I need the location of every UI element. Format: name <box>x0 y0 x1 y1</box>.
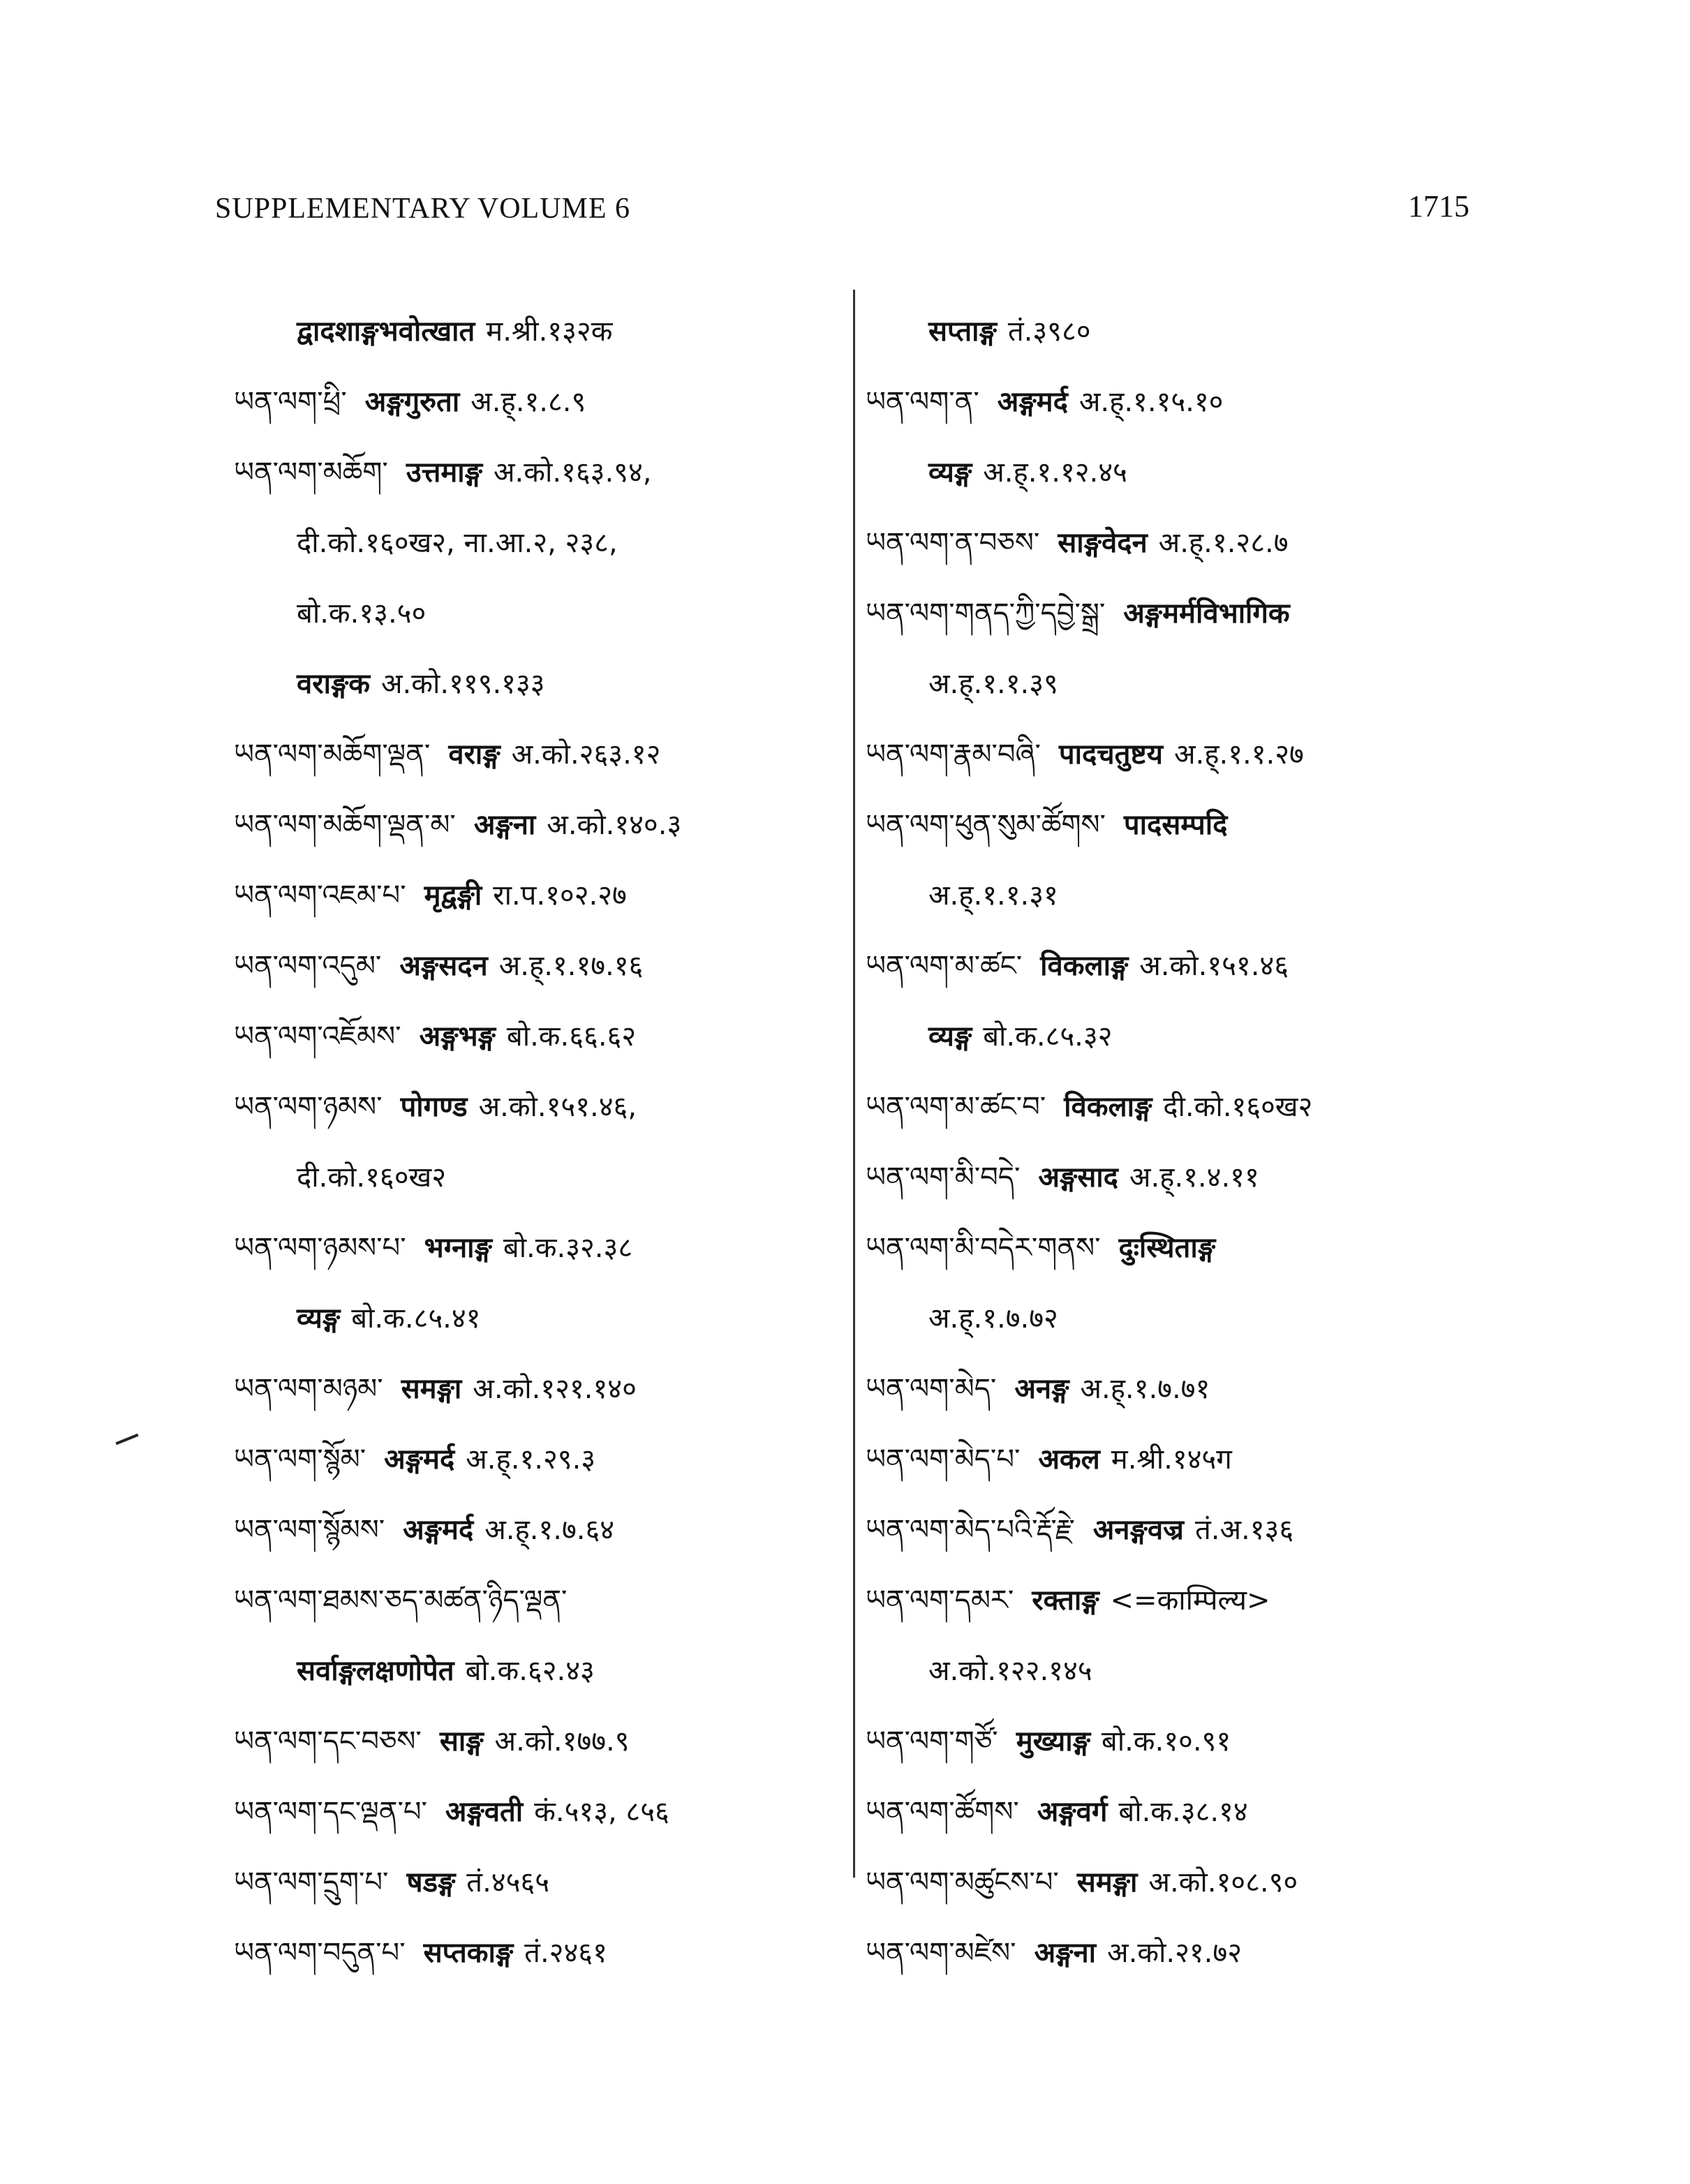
dictionary-line <box>866 438 1466 508</box>
source-reference: अ.ह्.१.१५.१० <box>1079 386 1224 418</box>
tibetan-term: ཡན་ལག་རྣམ་བཞི་ <box>866 738 1041 771</box>
sanskrit-term: अङ्गमर्द <box>403 1514 474 1546</box>
source-reference: बो.क.३२.३८ <box>503 1232 633 1264</box>
sanskrit-term: अङ्गवर्ग <box>1037 1796 1108 1828</box>
dictionary-line <box>234 1143 841 1213</box>
source-reference: म.श्री.१३२क <box>486 315 613 348</box>
dictionary-line <box>234 1002 841 1072</box>
dictionary-line <box>234 1072 841 1143</box>
sanskrit-term: पादसम्पदि <box>1123 809 1228 841</box>
tibetan-term: ཡན་ལག་མེད་པའི་རྡོ་རྗེ་ <box>866 1514 1075 1546</box>
tibetan-term: ཡན་ལག་དམར་ <box>866 1584 1014 1617</box>
dictionary-line <box>866 790 1466 861</box>
source-reference: तं.३९८० <box>1007 315 1091 348</box>
dictionary-line <box>234 438 841 508</box>
sanskrit-term: समङ्गा <box>401 1373 462 1405</box>
dictionary-line <box>234 508 841 579</box>
sanskrit-term: मुख्याङ्ग <box>1016 1725 1090 1758</box>
source-reference: बो.क.६२.४३ <box>465 1655 595 1687</box>
dictionary-line <box>234 1566 841 1636</box>
sanskrit-term: अनङ्गवज्र <box>1092 1514 1184 1546</box>
dictionary-line <box>234 297 841 367</box>
sanskrit-term: अङ्गवती <box>445 1796 524 1828</box>
source-reference: अ.को.२१.७२ <box>1107 1937 1243 1969</box>
running-header: SUPPLEMENTARY VOLUME 6 <box>215 193 631 225</box>
dictionary-line <box>866 508 1466 579</box>
tibetan-term: ཡན་ལག་མི་བདེར་གནས་ <box>866 1232 1101 1264</box>
source-reference: बो.क.१०.९१ <box>1101 1725 1231 1758</box>
source-reference: अ.ह्.१.८.९ <box>470 386 586 418</box>
tibetan-term: ཡན་ལག་ན་བཅས་ <box>866 527 1040 559</box>
dictionary-line <box>234 1707 841 1777</box>
sanskrit-term: अङ्गमर्द <box>997 386 1068 418</box>
sanskrit-term: पादचतुष्टय <box>1058 738 1163 771</box>
sanskrit-term: मृद्वङ्गी <box>424 879 482 912</box>
dictionary-line <box>866 579 1466 649</box>
dictionary-line <box>234 649 841 720</box>
column-divider <box>853 290 855 1878</box>
tibetan-term: ཡན་ལག་མ་ཚང་བ་ <box>866 1091 1046 1123</box>
dictionary-line <box>866 1284 1466 1354</box>
source-reference: तं.अ.१३६ <box>1194 1514 1294 1546</box>
dictionary-line <box>866 1143 1466 1213</box>
dictionary-line <box>866 1002 1466 1072</box>
source-reference: अ.को.१२२.१४५ <box>928 1655 1092 1687</box>
sanskrit-term: अङ्गसाद <box>1038 1161 1118 1194</box>
source-reference: अ.को.११९.१३३ <box>381 668 545 700</box>
sanskrit-term: विकलाङ्ग <box>1040 950 1129 982</box>
source-reference: बो.क.१३.५० <box>297 597 427 630</box>
tibetan-term: ཡན་ལག་བདུན་པ་ <box>234 1937 406 1969</box>
sanskrit-term: पोगण्ड <box>400 1091 468 1123</box>
dictionary-line <box>234 579 841 649</box>
dictionary-line <box>866 1213 1466 1284</box>
source-reference: अ.ह्.१.७.६४ <box>484 1514 615 1546</box>
sanskrit-term: दुःस्थिताङ्ग <box>1118 1232 1216 1264</box>
source-reference: अ.को.१२१.१४० <box>473 1373 637 1405</box>
tibetan-term: ཡན་ལག་མཚུངས་པ་ <box>866 1866 1059 1899</box>
source-reference: अ.ह्.१.१.३१ <box>928 879 1058 912</box>
sanskrit-term: अकल <box>1038 1443 1100 1476</box>
dictionary-line <box>866 1918 1466 1989</box>
dictionary-line <box>866 1636 1466 1707</box>
tibetan-term: ཡན་ལག་དང་ལྡན་པ་ <box>234 1796 427 1828</box>
sanskrit-term: रक्ताङ्ग <box>1032 1584 1099 1617</box>
tibetan-term: ཡན་ལག་འདུམ་ <box>234 950 382 982</box>
tibetan-term: ཡན་ལག་མི་བདེ་ <box>866 1161 1021 1194</box>
dictionary-line <box>866 861 1466 931</box>
dictionary-line <box>234 1848 841 1918</box>
dictionary-line <box>234 720 841 790</box>
dictionary-line <box>234 367 841 438</box>
dictionary-line <box>866 367 1466 438</box>
source-reference: <=काम्पिल्य> <box>1110 1584 1270 1617</box>
source-reference: अ.ह्.१.१२.४५ <box>983 456 1127 489</box>
dictionary-line <box>234 1354 841 1425</box>
dictionary-line <box>234 1918 841 1989</box>
dictionary-line <box>234 1777 841 1848</box>
sanskrit-term: अङ्गसदन <box>399 950 488 982</box>
dictionary-line <box>866 1777 1466 1848</box>
dictionary-line <box>866 297 1466 367</box>
tibetan-term: ཡན་ལག་འཇོམས་ <box>234 1020 401 1053</box>
source-reference: अ.ह्.१.१.३९ <box>928 668 1058 700</box>
sanskrit-term: अङ्गगुरुता <box>364 386 460 418</box>
source-reference: अ.ह्.१.१७.१६ <box>498 950 644 982</box>
tibetan-term: ཡན་ལག་མཆོག་ <box>234 456 388 489</box>
tibetan-term: ཡན་ལག་མ་ཚང་ <box>866 950 1023 982</box>
sanskrit-term: वराङ्गक <box>297 668 370 700</box>
source-reference: बो.क.३८.१४ <box>1118 1796 1248 1828</box>
source-reference: अ.को.१७७.९ <box>494 1725 630 1758</box>
margin-mark <box>115 1434 138 1445</box>
dictionary-line <box>866 1848 1466 1918</box>
tibetan-term: ཡན་ལག་གནད་ཀྱི་དབྱེ་སྒྲ་ <box>866 597 1106 630</box>
tibetan-term: ཡན་ལག་ན་ <box>866 386 979 418</box>
sanskrit-term: अङ्गमर्मविभागिक <box>1123 597 1290 630</box>
dictionary-line <box>866 720 1466 790</box>
source-reference: अ.ह्.१.२९.३ <box>466 1443 596 1476</box>
dictionary-line <box>234 1425 841 1495</box>
dictionary-line <box>866 1354 1466 1425</box>
dictionary-line <box>234 1495 841 1566</box>
dictionary-line <box>866 649 1466 720</box>
source-reference: तं.२४६१ <box>524 1937 607 1969</box>
tibetan-term: ཡན་ལག་མཆོག་ལྡན་མ་ <box>234 809 456 841</box>
sanskrit-term: सप्तकाङ्ग <box>423 1937 514 1969</box>
dictionary-line <box>234 931 841 1002</box>
tibetan-term: ཡན་ལག་ཚོགས་ <box>866 1796 1019 1828</box>
source-reference: बो.क.६६.६२ <box>506 1020 637 1053</box>
sanskrit-term: अङ्गना <box>473 809 536 841</box>
tibetan-term: ཡན་ལག་སྙོམས་ <box>234 1514 385 1546</box>
tibetan-term: ཡན་ལག་ཐམས་ཅད་མཚན་ཉིད་ལྡན་ <box>234 1584 568 1617</box>
dictionary-line <box>866 1495 1466 1566</box>
tibetan-term: ཡན་ལག་མེད་ <box>866 1373 997 1405</box>
dictionary-line <box>866 1425 1466 1495</box>
dictionary-line <box>866 1072 1466 1143</box>
tibetan-term: ཡན་ལག་ཕུན་སུམ་ཚོགས་ <box>866 809 1106 841</box>
sanskrit-term: द्वादशाङ्गभवोत्खात <box>297 315 475 348</box>
source-reference: अ.को.१६३.९४, <box>493 456 652 489</box>
source-reference: म.श्री.१४५ग <box>1111 1443 1232 1476</box>
source-reference: तं.४५६५ <box>466 1866 550 1899</box>
dictionary-line <box>234 1636 841 1707</box>
source-reference: अ.ह्.१.२८.७ <box>1158 527 1289 559</box>
page-number: 1715 <box>1408 189 1469 223</box>
tibetan-term: ཡན་ལག་འཇམ་པ་ <box>234 879 406 912</box>
source-reference: दी.को.१६०ख२ <box>1163 1091 1313 1123</box>
source-reference: अ.को.१०८.९० <box>1148 1866 1298 1899</box>
sanskrit-term: विकलाङ्ग <box>1064 1091 1152 1123</box>
dictionary-line <box>234 1284 841 1354</box>
tibetan-term: ཡན་ལག་མཆོག་ལྡན་ <box>234 738 431 771</box>
source-reference: अ.ह्.१.१.२७ <box>1173 738 1304 771</box>
dictionary-line <box>234 861 841 931</box>
tibetan-term: ཡན་ལག་ཉམས་པ་ <box>234 1232 406 1264</box>
dictionary-line <box>866 1566 1466 1636</box>
source-reference: कं.५१३, ८५६ <box>534 1796 669 1828</box>
sanskrit-term: अङ्गना <box>1034 1937 1097 1969</box>
sanskrit-term: व्यङ्ग <box>297 1302 341 1335</box>
left-column <box>234 297 841 1989</box>
tibetan-term: ཡན་ལག་ཕྲི་ <box>234 386 347 418</box>
tibetan-term: ཡན་ལག་མཛེས་ <box>866 1937 1016 1969</box>
tibetan-term: ཡན་ལག་དང་བཅས་ <box>234 1725 422 1758</box>
source-reference: अ.को.१५१.४६ <box>1139 950 1289 982</box>
source-reference: बो.क.८५.३२ <box>983 1020 1113 1053</box>
tibetan-term: ཡན་ལག་གཙོ་ <box>866 1725 998 1758</box>
source-reference: अ.ह्.१.७.७१ <box>1080 1373 1210 1405</box>
source-reference: दी.को.१६०ख२ <box>297 1161 447 1194</box>
sanskrit-term: वराङ्ग <box>448 738 501 771</box>
source-reference: बो.क.८५.४१ <box>351 1302 481 1335</box>
source-reference: अ.को.१५१.४६, <box>478 1091 637 1123</box>
source-reference: अ.ह्.१.४.११ <box>1129 1161 1259 1194</box>
sanskrit-term: साङ्गवेदन <box>1058 527 1148 559</box>
tibetan-term: ཡན་ལག་ཉམས་ <box>234 1091 383 1123</box>
source-reference: अ.को.२६३.१२ <box>511 738 661 771</box>
sanskrit-term: षडङ्ग <box>406 1866 456 1899</box>
tibetan-term: ཡན་ལག་མཉམ་ <box>234 1373 383 1405</box>
sanskrit-term: अनङ्ग <box>1014 1373 1069 1405</box>
tibetan-term: ཡན་ལག་དྲུག་པ་ <box>234 1866 389 1899</box>
sanskrit-term: सर्वाङ्गलक्षणोपेत <box>297 1655 454 1687</box>
source-reference: दी.को.१६०ख२, ना.आ.२, २३८, <box>297 527 618 559</box>
dictionary-line <box>866 1707 1466 1777</box>
sanskrit-term: समङ्गा <box>1076 1866 1138 1899</box>
source-reference: रा.प.१०२.२७ <box>493 879 627 912</box>
source-reference: अ.को.१४०.३ <box>547 809 682 841</box>
tibetan-term: ཡན་ལག་མེད་པ་ <box>866 1443 1021 1476</box>
sanskrit-term: साङ्ग <box>439 1725 484 1758</box>
sanskrit-term: भग्नाङ्ग <box>424 1232 492 1264</box>
sanskrit-term: उत्तमाङ्ग <box>406 456 482 489</box>
dictionary-line <box>234 790 841 861</box>
tibetan-term: ཡན་ལག་སྙོམ་ <box>234 1443 366 1476</box>
right-column <box>866 297 1466 1989</box>
dictionary-line <box>866 931 1466 1002</box>
source-reference: अ.ह्.१.७.७२ <box>928 1302 1058 1335</box>
sanskrit-term: व्यङ्ग <box>928 456 972 489</box>
sanskrit-term: अङ्गमर्द <box>384 1443 455 1476</box>
dictionary-line <box>234 1213 841 1284</box>
sanskrit-term: सप्ताङ्ग <box>928 315 997 348</box>
sanskrit-term: व्यङ्ग <box>928 1020 972 1053</box>
sanskrit-term: अङ्गभङ्ग <box>419 1020 496 1053</box>
